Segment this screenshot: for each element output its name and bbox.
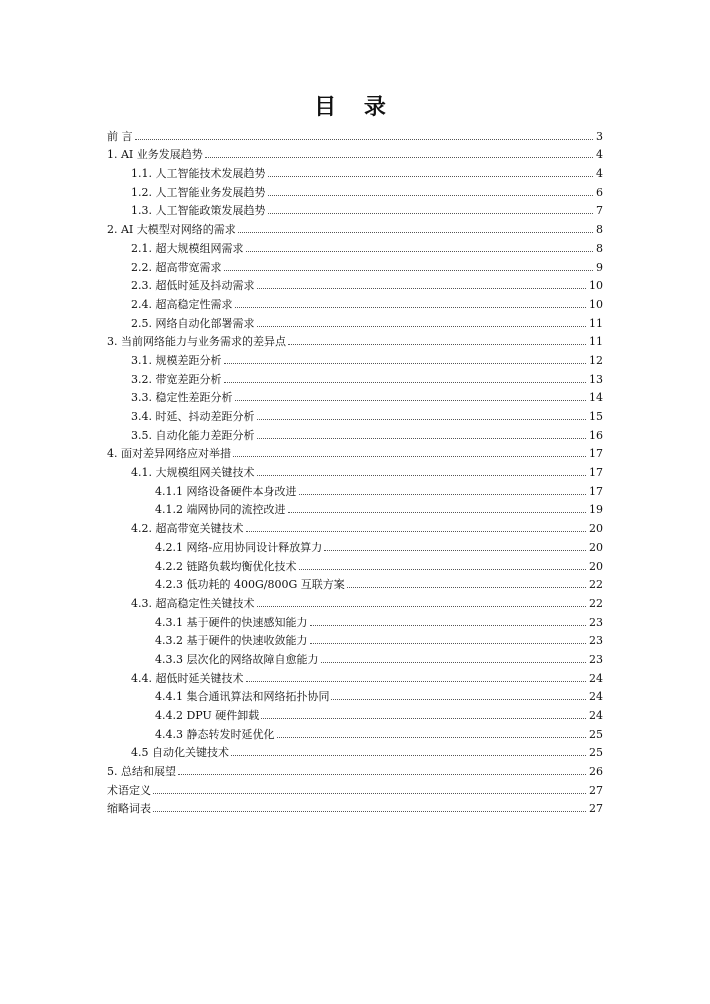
dot-leader <box>288 344 586 345</box>
toc-entry-label: 4.4. 超低时延关键技术 <box>131 671 244 685</box>
toc-entry[interactable] <box>107 685 603 704</box>
dot-leader <box>224 270 594 271</box>
toc-entry-label: 3.4. 时延、抖动差距分析 <box>131 410 255 423</box>
toc-entry[interactable] <box>107 778 603 797</box>
toc-entry-page-number: 17 <box>589 484 603 498</box>
toc-entry[interactable] <box>107 460 603 479</box>
toc-entry[interactable] <box>107 703 603 722</box>
toc-entry-page-number: 24 <box>589 690 603 704</box>
toc-entry[interactable] <box>107 161 603 180</box>
toc-entry[interactable] <box>107 124 603 143</box>
toc-entry-label: 术语定义 <box>107 783 151 797</box>
toc-entry-page-number: 24 <box>589 709 603 722</box>
toc-entry[interactable] <box>107 498 603 517</box>
toc-entry[interactable] <box>107 274 603 293</box>
toc-entry-label: 4.1.2 端网协同的流控改进 <box>155 503 286 517</box>
toc-entry[interactable] <box>107 535 603 554</box>
dot-leader <box>288 512 587 513</box>
dot-leader <box>321 662 587 663</box>
dot-leader <box>299 494 587 495</box>
dot-leader <box>257 419 587 420</box>
toc-entry-page-number: 15 <box>589 410 603 423</box>
toc-entry-page-number: 23 <box>589 652 603 666</box>
toc-entry-label: 3. 当前网络能力与业务需求的差异点 <box>107 335 286 349</box>
toc-entry-page-number: 9 <box>596 260 603 274</box>
dot-leader <box>153 811 586 812</box>
toc-entry-label: 4.2.1 网络-应用协同设计释放算力 <box>155 540 323 554</box>
toc-entry[interactable] <box>107 759 603 778</box>
toc-entry[interactable] <box>107 591 603 610</box>
toc-entry-page-number: 10 <box>589 297 603 311</box>
toc-entry-label: 2.5. 网络自动化部署需求 <box>131 316 255 330</box>
dot-leader <box>261 718 586 719</box>
toc-entry-label: 4.3.2 基于硬件的快速收敛能力 <box>155 634 308 648</box>
toc-entry-page-number: 16 <box>589 428 603 442</box>
toc-entry-page-number: 11 <box>589 316 603 330</box>
toc-entry-label: 4.1.1 网络设备硬件本身改进 <box>155 484 297 498</box>
toc-entry[interactable] <box>107 647 603 666</box>
dot-leader <box>238 232 593 233</box>
toc-entry-label: 4. 面对差异网络应对举措 <box>107 447 231 461</box>
dot-leader <box>268 195 594 196</box>
toc-entry-page-number: 23 <box>589 615 603 629</box>
dot-leader <box>235 400 587 401</box>
dot-leader <box>257 438 587 439</box>
toc-entry[interactable] <box>107 292 603 311</box>
toc-entry[interactable] <box>107 610 603 629</box>
dot-leader <box>153 793 586 794</box>
toc-entry-label: 4.3.3 层次化的网络故障自愈能力 <box>155 652 319 666</box>
toc-entry[interactable] <box>107 143 603 162</box>
toc-entry[interactable] <box>107 666 603 685</box>
dot-leader <box>246 251 594 252</box>
toc-entry-page-number: 27 <box>589 802 603 816</box>
toc-entry-page-number: 13 <box>589 372 603 386</box>
toc-entry[interactable] <box>107 741 603 760</box>
toc-entry-page-number: 24 <box>589 671 603 685</box>
toc-entry-label: 3.3. 稳定性差距分析 <box>131 391 233 405</box>
toc-entry-label: 1. AI 业务发展趋势 <box>107 148 203 162</box>
dot-leader <box>268 213 594 214</box>
toc-entry-label: 3.2. 带宽差距分析 <box>131 372 222 386</box>
toc-entry-page-number: 26 <box>589 765 603 779</box>
dot-leader <box>233 456 586 457</box>
toc-entry[interactable] <box>107 516 603 535</box>
toc-entry-label: 4.3. 超高稳定性关键技术 <box>131 596 255 610</box>
dot-leader <box>257 475 587 476</box>
toc-entry-label: 2.1. 超大规模组网需求 <box>131 241 244 255</box>
toc-entry-page-number: 4 <box>596 148 603 162</box>
dot-leader <box>310 625 587 626</box>
table-of-contents <box>107 124 603 815</box>
dot-leader <box>257 288 587 289</box>
toc-entry[interactable] <box>107 311 603 330</box>
toc-entry-label: 3.5. 自动化能力差距分析 <box>131 428 255 442</box>
dot-leader <box>224 363 587 364</box>
toc-entry-label: 4.3.1 基于硬件的快速感知能力 <box>155 615 308 629</box>
toc-title: 目 录 <box>314 94 396 120</box>
toc-entry[interactable] <box>107 199 603 218</box>
toc-entry-page-number: 27 <box>589 783 603 797</box>
dot-leader <box>224 382 587 383</box>
dot-leader <box>235 307 587 308</box>
toc-entry-page-number: 22 <box>589 578 603 592</box>
toc-entry-label: 4.4.1 集合通讯算法和网络拓扑协同 <box>155 690 330 704</box>
toc-entry[interactable] <box>107 554 603 573</box>
toc-entry[interactable] <box>107 442 603 461</box>
toc-entry-label: 3.1. 规模差距分析 <box>131 353 222 367</box>
toc-entry[interactable] <box>107 423 603 442</box>
toc-entry-label: 4.2. 超高带宽关键技术 <box>131 522 244 536</box>
dot-leader <box>324 550 586 551</box>
toc-entry-page-number: 25 <box>589 727 603 741</box>
toc-entry[interactable] <box>107 722 603 741</box>
toc-entry[interactable] <box>107 386 603 405</box>
toc-entry[interactable] <box>107 797 603 816</box>
toc-entry-page-number: 4 <box>596 167 603 181</box>
toc-entry[interactable] <box>107 255 603 274</box>
toc-entry-label: 4.4.2 DPU 硬件卸载 <box>155 709 260 722</box>
dot-leader <box>178 774 586 775</box>
dot-leader <box>268 176 594 177</box>
dot-leader <box>299 569 587 570</box>
toc-entry[interactable] <box>107 629 603 648</box>
toc-entry-page-number: 3 <box>596 129 603 143</box>
toc-entry-page-number: 25 <box>589 746 603 760</box>
toc-entry[interactable] <box>107 217 603 236</box>
toc-entry-page-number: 8 <box>596 223 603 237</box>
toc-entry-label: 1.1. 人工智能技术发展趋势 <box>131 167 266 181</box>
dot-leader <box>310 643 587 644</box>
toc-entry-page-number: 20 <box>589 540 603 554</box>
toc-entry-label: 5. 总结和展望 <box>107 765 176 779</box>
toc-entry-page-number: 10 <box>589 279 603 293</box>
dot-leader <box>135 139 594 140</box>
toc-entry-page-number: 7 <box>596 204 603 218</box>
toc-entry[interactable] <box>107 180 603 199</box>
dot-leader <box>246 681 587 682</box>
toc-entry-page-number: 20 <box>589 522 603 536</box>
toc-entry-page-number: 6 <box>596 185 603 199</box>
toc-entry-label: 2.2. 超高带宽需求 <box>131 260 222 274</box>
toc-entry[interactable] <box>107 330 603 349</box>
dot-leader <box>246 531 587 532</box>
dot-leader <box>331 699 586 700</box>
toc-entry-label: 缩略词表 <box>107 802 151 816</box>
toc-entry-label: 4.2.3 低功耗的 400G/800G 互联方案 <box>155 578 345 592</box>
toc-entry-label: 前 言 <box>107 129 133 143</box>
toc-entry-page-number: 19 <box>589 503 603 517</box>
toc-entry-page-number: 22 <box>589 596 603 610</box>
toc-entry-label: 2.3. 超低时延及抖动需求 <box>131 279 255 293</box>
toc-entry[interactable] <box>107 573 603 592</box>
toc-entry-label: 2.4. 超高稳定性需求 <box>131 297 233 311</box>
toc-entry-label: 4.1. 大规模组网关键技术 <box>131 466 255 480</box>
dot-leader <box>205 157 593 158</box>
toc-entry-label: 2. AI 大模型对网络的需求 <box>107 223 236 237</box>
toc-entry-page-number: 12 <box>589 353 603 367</box>
toc-entry[interactable] <box>107 236 603 255</box>
toc-entry-page-number: 20 <box>589 559 603 573</box>
toc-entry-page-number: 14 <box>589 391 603 405</box>
toc-entry-label: 1.2. 人工智能业务发展趋势 <box>131 185 266 199</box>
toc-entry[interactable] <box>107 348 603 367</box>
toc-entry-page-number: 23 <box>589 634 603 648</box>
dot-leader <box>257 326 587 327</box>
toc-entry-page-number: 17 <box>589 447 603 461</box>
toc-entry[interactable] <box>107 479 603 498</box>
toc-entry-label: 4.5 自动化关键技术 <box>131 746 229 760</box>
dot-leader <box>257 606 587 607</box>
toc-entry[interactable] <box>107 367 603 386</box>
toc-entry-label: 4.4.3 静态转发时延优化 <box>155 727 275 741</box>
toc-entry[interactable] <box>107 404 603 423</box>
toc-entry-page-number: 8 <box>596 241 603 255</box>
toc-entry-label: 4.2.2 链路负载均衡优化技术 <box>155 559 297 573</box>
toc-entry-page-number: 11 <box>589 335 603 349</box>
dot-leader <box>277 737 587 738</box>
toc-entry-label: 1.3. 人工智能政策发展趋势 <box>131 204 266 218</box>
dot-leader <box>347 587 586 588</box>
dot-leader <box>231 755 586 756</box>
toc-entry-page-number: 17 <box>589 466 603 480</box>
